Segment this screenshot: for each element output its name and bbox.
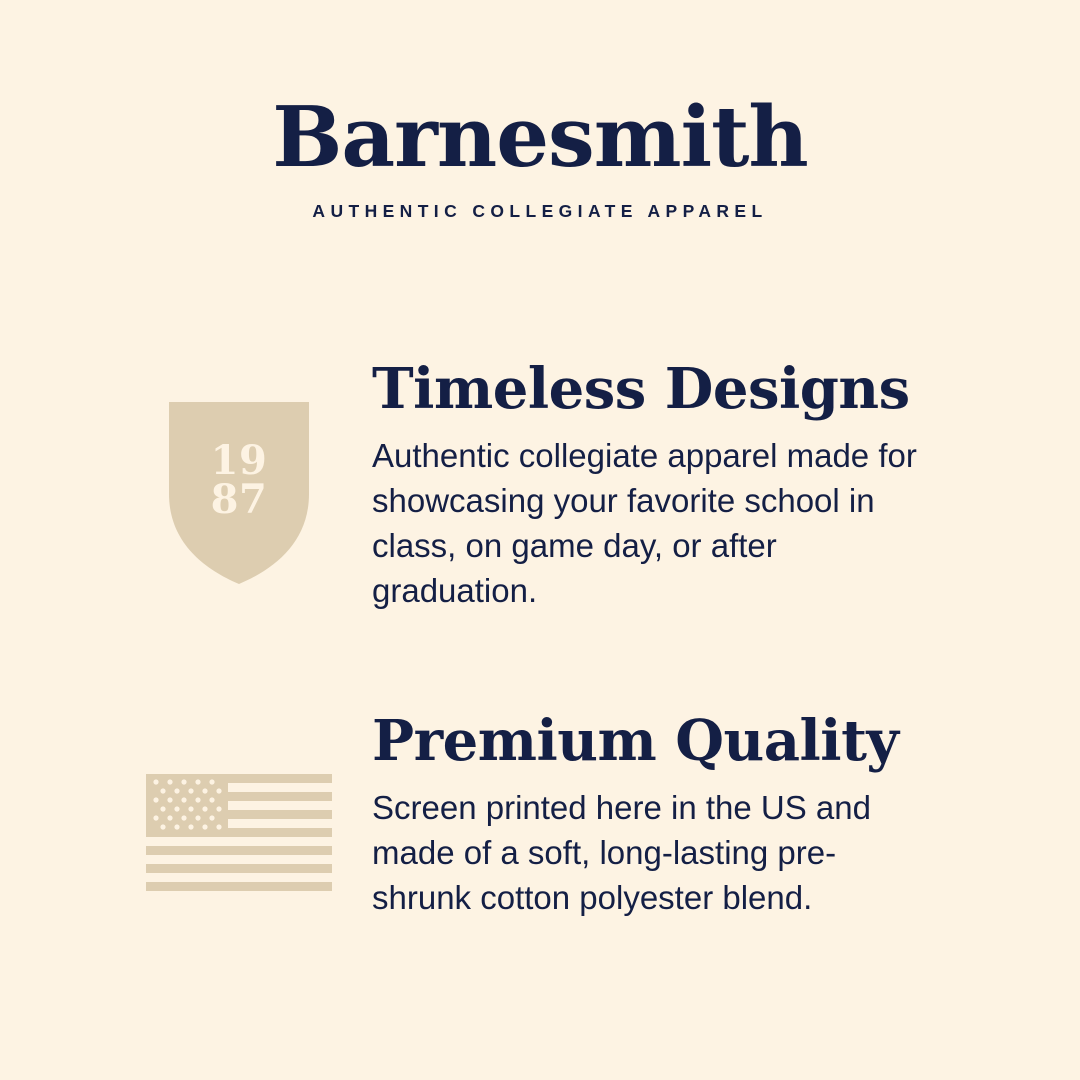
brand-tagline: AUTHENTIC COLLEGIATE APPAREL	[312, 201, 768, 221]
brand-header	[0, 88, 1080, 222]
usa-flag-icon	[146, 774, 332, 892]
brand-name: Barnesmith	[272, 88, 808, 186]
feature-text-container	[370, 356, 932, 614]
shield-year-top: 19	[210, 436, 268, 484]
feature-block-premium-quality	[108, 708, 932, 920]
feature-body: Screen printed here in the US and made of a soft, long-lasting pre-shrunk cotton polyester blend.	[372, 788, 871, 917]
feature-body: Authentic collegiate apparel made for showcasing your favorite school in class, on game day, or after graduation.	[372, 436, 917, 610]
shield-icon	[169, 402, 309, 584]
shield-year-bottom: 87	[210, 476, 268, 523]
feature-heading: Premium Quality	[372, 708, 899, 774]
feature-text-container	[370, 708, 932, 920]
feature-icon-container	[108, 360, 370, 584]
shield-year-text	[169, 402, 309, 584]
feature-heading: Timeless Designs	[372, 356, 910, 422]
feature-block-timeless-designs	[108, 356, 932, 614]
feature-icon-container	[108, 712, 370, 892]
